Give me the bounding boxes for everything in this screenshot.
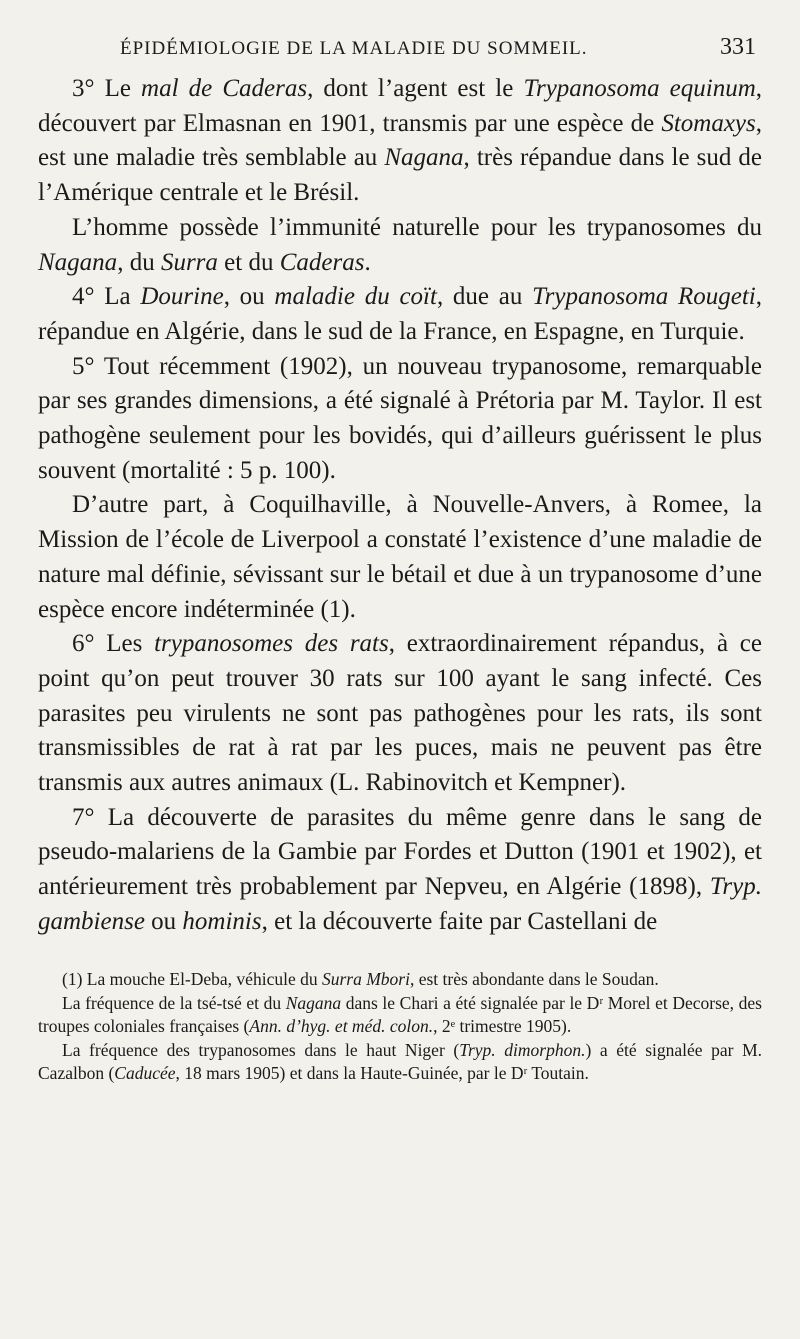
paragraph-gambia: 7° La découverte de parasites du même genre dans le sang de pseudo-malariens de la Gambie par Fordes et Dutton (1901 et 1902), et antérieurement très probablement par Nepveu, en Algérie (1898), Tryp. gambiense ou hominis, et la découverte faite par Castellani de bbox=[38, 803, 762, 935]
page-number: 331 bbox=[720, 34, 756, 60]
body-text bbox=[38, 72, 762, 940]
paragraph-immunity: L’homme possède l’immunité naturelle pour les trypanosomes du Nagana, du Surra et du Caderas. bbox=[38, 213, 762, 276]
footnote-2: La fréquence de la tsé-tsé et du Nagana dans le Chari a été signalée par le Dʳ Morel et Decorse, des troupes coloniales françaises (Ann. d’hyg. et méd. colon., 2ᵉ trimestre 1905). bbox=[38, 993, 762, 1036]
footnotes bbox=[38, 968, 762, 1085]
running-header bbox=[38, 0, 762, 64]
footnote-1: (1) La mouche El-Deba, véhicule du Surra Mbori, est très abondante dans le Soudan. bbox=[62, 968, 659, 989]
running-title: ÉPIDÉMIOLOGIE DE LA MALADIE DU SOMMEIL. bbox=[120, 38, 588, 59]
paragraph-rat-trypanosomes: 6° Les trypanosomes des rats, extraordinairement répandus, à ce point qu’on peut trouver 30 rats sur 100 ayant le sang infecté. Ces parasites peu virulents ne sont pas pathogènes pour les rats, ils sont transmissibles de rat à rat par les puces, mais ne peuvent pas être transmis aux autres animaux (L. Rabinovitch et Kempner). bbox=[38, 630, 762, 797]
paragraph-caderas: 3° Le mal de Caderas, dont l’agent est le Trypanosoma equinum, découvert par Elmasnan en 1901, transmis par une espèce de Stomaxys, est une maladie très semblable au Nagana, très répandue dans le sud de l’Amérique centrale et le Brésil. bbox=[38, 75, 763, 207]
footnote-3: La fréquence des trypanosomes dans le haut Niger (Tryp. dimorphon.) a été signalée par M. Cazalbon (Caducée, 18 mars 1905) et dans la Haute-Guinée, par le Dʳ Toutain. bbox=[38, 1040, 763, 1083]
paragraph-liverpool-mission: D’autre part, à Coquilhaville, à Nouvelle-Anvers, à Romee, la Mission de l’école de Liverpool a constaté l’existence d’une maladie de nature mal définie, sévissant sur le bétail et due à un trypanosome d’une espèce encore indéterminée (1). bbox=[38, 491, 762, 623]
paragraph-dourine: 4° La Dourine, ou maladie du coït, due au Trypanosoma Rougeti, répandue en Algérie, dans le sud de la France, en Espagne, en Turquie. bbox=[38, 283, 762, 345]
paragraph-taylor: 5° Tout récemment (1902), un nouveau trypanosome, remarquable par ses grandes dimensions, a été signalé à Prétoria par M. Taylor. Il est pathogène seulement pour les bovidés, qui d’ailleurs guérissent le plus souvent (mortalité : 5 p. 100). bbox=[38, 352, 762, 484]
